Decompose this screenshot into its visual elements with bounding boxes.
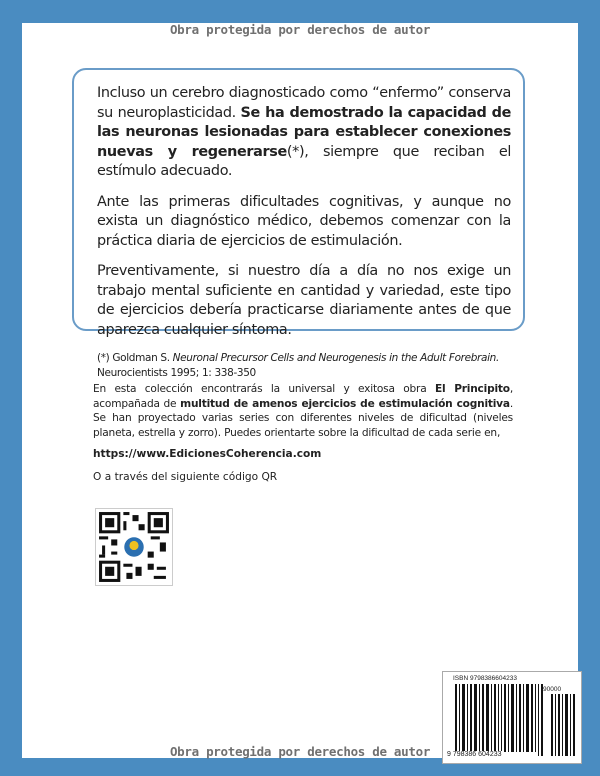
neuroplasticity-box	[72, 68, 525, 379]
qr-code-icon	[96, 509, 172, 585]
paragraph-1	[97, 84, 511, 182]
bold-text: multitud de amenos ejercicios de estimulación cognitiva	[180, 397, 510, 410]
text: En esta colección encontrarás la universal y exitosa obra	[93, 383, 435, 395]
barcode-digits: 9 798386 604233	[447, 751, 502, 758]
text: (*) Goldman S.	[97, 352, 173, 364]
title: Neuronal Precursor Cells and Neurogenesis in the Adult Forebrain.	[172, 352, 499, 364]
watermark-bottom: Obra protegida por derechos de autor	[169, 744, 431, 759]
text: (*), siempre que reciban el estímulo adecuado.	[97, 143, 511, 179]
text: . Se han proyectado varias series con diferentes niveles de dificultad (niveles planeta, estrella y zorro). Puedes orientarte sobre la dificultad de cada serie en,	[93, 397, 514, 439]
collection-info	[93, 382, 513, 440]
text: Neurocientists 1995; 1: 338-350	[97, 367, 256, 379]
qr-caption: O a través del siguiente código QR	[93, 471, 278, 483]
paragraph-2: Ante las primeras dificultades cognitivas, y aunque no exista un diagnóstico médico, debemos comenzar con la práctica diaria de ejercicios de estimulación.	[97, 193, 511, 249]
watermark-top: Obra protegida por derechos de autor	[169, 22, 431, 37]
price-addon: 90000	[543, 686, 562, 693]
isbn-text: ISBN 9798386604233	[453, 675, 517, 682]
bold-text: El Principito	[434, 383, 510, 395]
paragraph-3: Preventivamente, si nuestro día a día no nos exige un trabajo mental suficiente en cantidad y variedad, este tipo de ejercicios debería practicarse diariamente antes de que aparezca cualquier síntoma.	[97, 263, 511, 338]
text: , acompañada de	[93, 383, 513, 410]
website-link[interactable]: https://www.EdicionesCoherencia.com	[93, 448, 322, 460]
bold-text: Se ha demostrado la capacidad de las neuronas lesionadas para establecer conexiones nuevas y regenerarse	[97, 104, 511, 160]
reference	[97, 351, 511, 381]
qr-code[interactable]	[95, 508, 173, 586]
text: Incluso un cerebro diagnosticado como “enfermo” conserva su neuroplasticidad.	[97, 85, 511, 121]
